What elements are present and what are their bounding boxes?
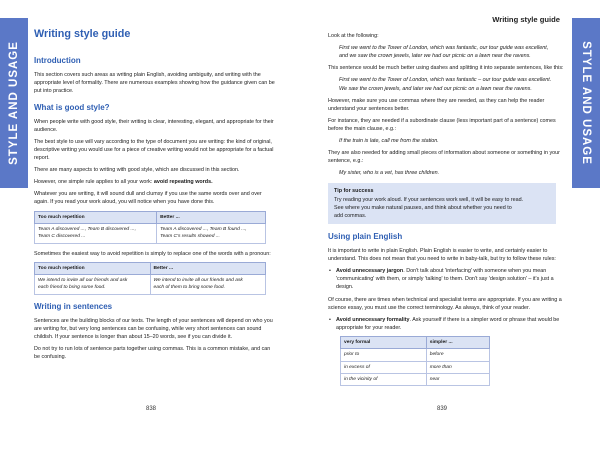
bullet-icon: • bbox=[329, 268, 331, 275]
table-cell: in excess of bbox=[341, 361, 427, 373]
right-page-content bbox=[328, 32, 568, 392]
subordinate-paragraph: For instance, they are needed if a subordinate clause (less important part of a sentence) comes before the main clause, e.g.: bbox=[328, 117, 556, 132]
heading-introduction: Introduction bbox=[34, 56, 81, 66]
technical-paragraph: Of course, there are times when technical and specialist terms are appropriate. If you are writing a science essay, you must use the correct terminology. As always, think of your reader. bbox=[328, 296, 562, 311]
table-cell-line: each of them to bring some food. bbox=[153, 285, 225, 291]
table-header-cell: simpler ... bbox=[426, 336, 489, 348]
example-line: First we went to the Tower of London, which was fantastic, our tour guide was excellent, bbox=[339, 45, 549, 52]
tip-line: See where you make natural pauses, and think about whether you need to bbox=[334, 204, 512, 211]
table-cell-line: We intend to invite all our friends and ask bbox=[38, 278, 128, 284]
tip-box bbox=[328, 183, 556, 224]
list-item bbox=[328, 316, 568, 332]
intro-paragraph: This section covers such areas as writing plain English, avoiding ambiguity, and writing with the appropriate level of formality. There are numerous examples showing how the guidance given can be put into practice. bbox=[34, 72, 275, 95]
bullet-icon: • bbox=[329, 316, 331, 323]
page-title: Writing style guide bbox=[34, 28, 131, 40]
formality-table bbox=[340, 336, 490, 386]
table-cell bbox=[157, 223, 266, 243]
good-style-paragraph-5: Whatever you are writing, it will sound dull and clumsy if you use the same words over and over again. If you read your work aloud, you will notice when you have done this. bbox=[34, 191, 262, 206]
example-line: and we saw the crown jewels, later we had our picnic on a lawn near the ravens. bbox=[339, 53, 531, 60]
table-row bbox=[35, 223, 266, 243]
repetition-table-1 bbox=[34, 211, 266, 244]
table-cell bbox=[35, 223, 157, 243]
sentences-paragraph-1: Sentences are the building blocks of our texts. The length of your sentences will depend on who you are writing for, but very long sentences can be confusing, while very short sentences can sound childish. If your sentence is longer than about 15–20 words, see if you can divide it. bbox=[34, 317, 273, 340]
table-header-row bbox=[35, 262, 266, 274]
table-row bbox=[341, 374, 490, 386]
example-4: My sister, who is a vet, has three children. bbox=[339, 170, 440, 177]
table-row bbox=[341, 361, 490, 373]
tip-title: Tip for success bbox=[334, 187, 374, 194]
section-tab-label: STYLE AND USAGE bbox=[8, 41, 20, 165]
heading-good-style: What is good style? bbox=[34, 102, 110, 112]
table-cell-line: each friend to bring some food. bbox=[38, 285, 106, 291]
table-cell: prior to bbox=[341, 349, 427, 361]
table-header-row bbox=[341, 336, 490, 348]
running-head: Writing style guide bbox=[492, 15, 560, 24]
table-cell: more than bbox=[426, 361, 489, 373]
commas-paragraph: However, make sure you use commas where they are needed, as they can help the reader understand your sentences better. bbox=[328, 97, 545, 112]
table-cell-line: Team C discovered ... bbox=[38, 234, 86, 240]
table-cell: before bbox=[426, 349, 489, 361]
look-paragraph: Look at the following: bbox=[328, 33, 379, 39]
page-number-right: 839 bbox=[437, 406, 448, 412]
example-1 bbox=[339, 44, 568, 60]
table-header-cell: Better ... bbox=[157, 211, 266, 223]
table-cell: in the vicinity of bbox=[341, 374, 427, 386]
example-3: If the train is late, call me from the station. bbox=[339, 138, 439, 145]
heading-writing-in-sentences: Writing in sentences bbox=[34, 301, 113, 311]
section-tab-label: STYLE AND USAGE bbox=[580, 41, 592, 165]
rule-bold: avoid repeating words. bbox=[153, 179, 213, 186]
example-2 bbox=[339, 76, 568, 92]
table-cell: near bbox=[426, 374, 489, 386]
sentences-paragraph-2: Do not try to run lots of sentence parts together using commas. This is a common mistake, and can be confusing. bbox=[34, 346, 271, 361]
table-cell-line: Team A discovered ..., Team B discovered ..., bbox=[38, 226, 136, 232]
table-header-cell: very formal bbox=[341, 336, 427, 348]
tip-line: add commas. bbox=[334, 212, 367, 219]
rule-title: Avoid unnecessary formality bbox=[336, 316, 410, 323]
right-page bbox=[300, 0, 600, 460]
list-item bbox=[328, 267, 568, 291]
table-row bbox=[341, 349, 490, 361]
plain-english-paragraph: It is important to write in plain English. Plain English is easier to write, and certainly easier to understand. This does not mean that you need to write in baby-talk, but try to follow these rules: bbox=[328, 247, 556, 263]
table-row bbox=[35, 275, 266, 295]
table-cell-line: Team C's results showed ... bbox=[160, 234, 220, 240]
rule-text: . Ask yourself if there is a simpler word or phrase that would be appropriate for your reader. bbox=[336, 316, 560, 331]
good-style-paragraph-4 bbox=[34, 178, 276, 186]
table-cell bbox=[150, 275, 266, 295]
table-cell bbox=[35, 275, 151, 295]
tip-line: Try reading your work aloud. If your sentences work well, it will be easy to read. bbox=[334, 196, 524, 203]
left-page-content bbox=[34, 26, 276, 365]
table-header-cell: Too much repetition bbox=[35, 262, 151, 274]
good-style-paragraph-3: There are many aspects to writing with good style, which are discussed in this section. bbox=[34, 167, 240, 174]
table-header-cell: Too much repetition bbox=[35, 211, 157, 223]
example-line: First we went to the Tower of London, which was fantastic – our tour guide was excellent. bbox=[339, 77, 552, 84]
table-cell-line: Team A discovered ..., Team B found ..., bbox=[160, 226, 247, 232]
pronoun-paragraph: Sometimes the easiest way to avoid repetition is simply to replace one of the words with a pronoun: bbox=[34, 250, 271, 257]
table-header-row bbox=[35, 211, 266, 223]
rule-intro: However, one simple rule applies to all your work: bbox=[34, 179, 154, 186]
phrases-paragraph: They are also needed for adding small pieces of information about someone or something in your sentence, e.g.: bbox=[328, 150, 560, 165]
table-header-cell: Better ... bbox=[150, 262, 266, 274]
rule-list-1 bbox=[328, 267, 568, 291]
rule-title: Avoid unnecessary jargon bbox=[336, 268, 404, 275]
repetition-table-2 bbox=[34, 262, 266, 295]
section-tab-right bbox=[572, 18, 600, 188]
rule-list-2 bbox=[328, 316, 568, 332]
dashes-paragraph: This sentence would be much better using dashes and splitting it into separate sentences, like this: bbox=[328, 65, 564, 72]
heading-plain-english: Using plain English bbox=[328, 231, 403, 241]
good-style-paragraph-1: When people write with good style, their writing is clear, interesting, elegant, and appropriate for their audience. bbox=[34, 118, 274, 133]
table-cell-line: We intend to invite all our friends and ask bbox=[153, 278, 243, 284]
example-line: We saw the crown jewels, and later we had our picnic on a lawn near the ravens. bbox=[339, 85, 532, 92]
good-style-paragraph-2: The best style to use will vary according to the type of document you are writing: the kind of original, descriptive writing you would use for a piece of creative writing would not be appropriate for a factual report. bbox=[34, 138, 274, 161]
rule-text: . Don't talk about 'interfacing' with someone when you mean 'communicating' with them, or simply 'talking' to them. Don't say 'design solution' – it's just a design. bbox=[336, 268, 554, 291]
section-tab-left bbox=[0, 18, 28, 188]
page-number-left: 838 bbox=[146, 406, 157, 412]
